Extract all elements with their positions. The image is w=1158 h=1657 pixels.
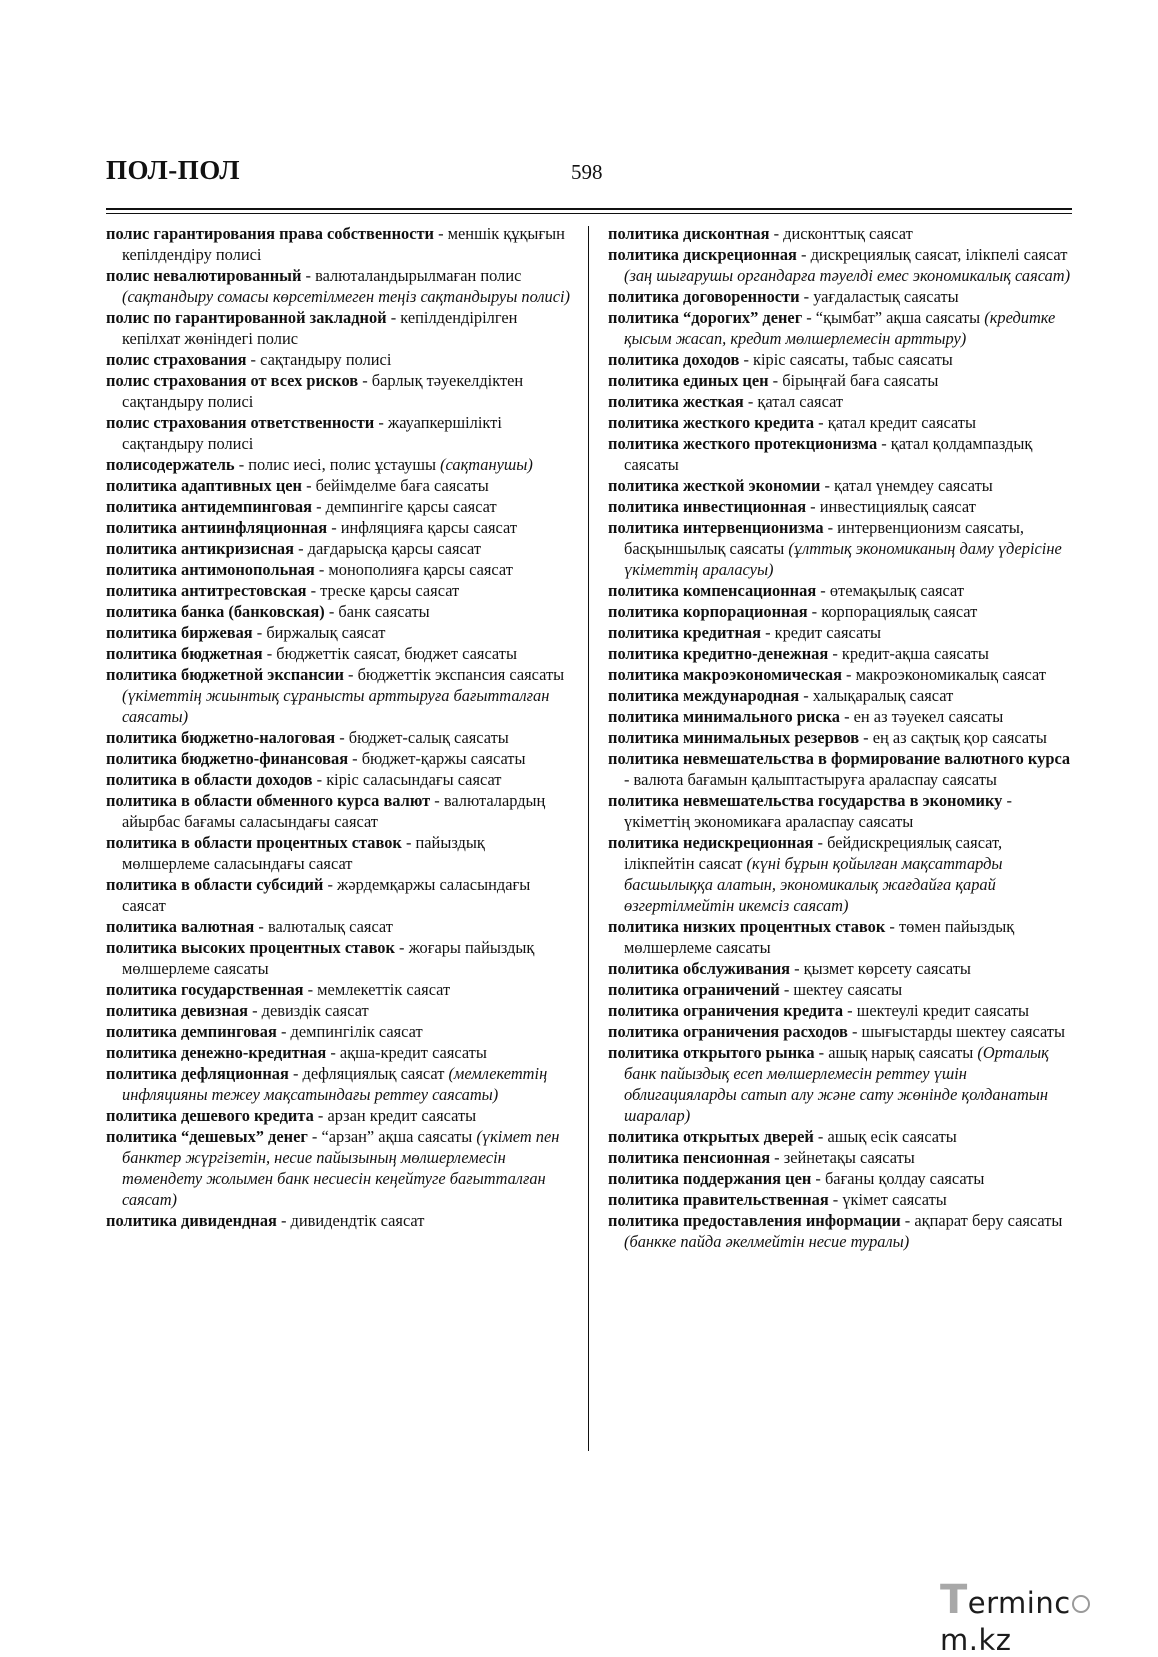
entry-note: (мемлекеттің инфляцияны тежеу мақсатындағы реттеу саясаты) <box>122 1064 548 1104</box>
entry-term: политика жесткого кредита <box>608 413 815 432</box>
dictionary-entry <box>608 601 1072 622</box>
entry-note: (ұлттық экономиканың даму үдерісіне үкіметтің араласуы) <box>624 539 1062 579</box>
entry-definition: - валюта бағамын қалыптастыруға араласпау саясаты <box>624 770 997 789</box>
dictionary-entry <box>106 748 576 769</box>
entry-definition: - бюджет-салық саясаты <box>335 728 509 747</box>
entry-definition: - пайыздық мөлшерлеме саласындағы саясат <box>122 833 485 873</box>
entry-definition: - бірыңғай баға саясаты <box>768 371 939 390</box>
dictionary-entry <box>608 223 1072 244</box>
entry-definition: - барлық тәуекелдіктен сақтандыру полисі <box>122 371 524 411</box>
entry-term: политика банка (банковская) <box>106 602 325 621</box>
entry-definition: - кепілдендірілген кепілхат жөніндегі полис <box>122 308 518 348</box>
dictionary-entry <box>608 748 1072 790</box>
entry-definition: - бюджеттік экспансия саясаты <box>343 665 565 684</box>
dictionary-entry <box>106 412 576 454</box>
entry-term: политика невмешательства государства в экономику <box>608 791 1003 810</box>
entry-term: полис страхования от всех рисков <box>106 371 359 390</box>
entry-term: полис страхования <box>106 350 247 369</box>
entry-term: политика ограничения расходов <box>608 1022 848 1041</box>
page-header-title: ПОЛ-ПОЛ <box>106 155 241 185</box>
entry-definition: - треске қарсы саясат <box>306 581 460 600</box>
entry-definition: - валюталандырылмаған полис <box>301 266 522 285</box>
entry-term: политика дивидендная <box>106 1211 277 1230</box>
dictionary-entry <box>608 370 1072 391</box>
dictionary-entry <box>106 1042 576 1063</box>
entry-definition: - демпингілік саясат <box>276 1022 423 1041</box>
dictionary-entry <box>106 223 576 265</box>
entry-definition: - ашық нарық саясаты <box>814 1043 978 1062</box>
entry-definition: - зейнетақы саясаты <box>770 1148 915 1167</box>
entry-term: политика минимального риска <box>608 707 840 726</box>
dictionary-entry <box>106 790 576 832</box>
entry-term: политика “дешевых” денег <box>106 1127 308 1146</box>
entry-definition: - инвестициялық саясат <box>806 497 976 516</box>
entry-definition: - бюджет-қаржы саясаты <box>348 749 526 768</box>
dictionary-entry <box>608 1000 1072 1021</box>
entry-definition: - бейдискрециялық саясат, ілікпейтін саясат <box>624 833 1003 873</box>
entry-definition: - интервенционизм саясаты, басқыншылық саясаты <box>624 518 1024 558</box>
entry-term: политика демпинговая <box>106 1022 277 1041</box>
entry-definition: - бейімделме баға саясаты <box>302 476 489 495</box>
dictionary-entry <box>106 643 576 664</box>
entry-term: политика валютная <box>106 917 255 936</box>
entry-term: политика высоких процентных ставок <box>106 938 395 957</box>
entry-definition: - кредит-ақша саясаты <box>828 644 989 663</box>
entry-note: (заң шығарушы органдарға тәуелді емес экономикалық саясат) <box>624 266 1071 285</box>
entry-note: (Орталық банк пайыздық есеп мөлшерлемесін реттеу үшін облигацияларды сатып алу және сату жөнінде қолданатын шаралар) <box>624 1043 1049 1125</box>
entry-definition: - қатал үнемдеу саясаты <box>820 476 993 495</box>
dictionary-entry <box>106 727 576 748</box>
dictionary-entry <box>106 538 576 559</box>
entry-definition: - мемлекеттік саясат <box>303 980 451 999</box>
entry-term: политика в области доходов <box>106 770 313 789</box>
entry-term: политика бюджетная <box>106 644 263 663</box>
entry-definition: - валюталардың айырбас бағамы саласындағы саясат <box>122 791 546 831</box>
dictionary-entry <box>106 622 576 643</box>
entry-note: (кредитке қысым жасап, кредит мөлшерлемесін арттыру) <box>624 308 1056 348</box>
entry-definition: - үкіметтің экономикаға араласпау саясаты <box>624 791 1012 831</box>
entry-term: политика государственная <box>106 980 304 999</box>
entry-term: политика биржевая <box>106 623 253 642</box>
dictionary-entry <box>106 496 576 517</box>
entry-definition: - девиздік саясат <box>248 1001 369 1020</box>
entry-term: политика дешевого кредита <box>106 1106 314 1125</box>
entry-definition: - ең аз сақтық қор саясаты <box>859 728 1047 747</box>
entry-definition: - демпингіге қарсы саясат <box>311 497 497 516</box>
entry-term: политика ограничения кредита <box>608 1001 844 1020</box>
entry-term: политика корпорационная <box>608 602 808 621</box>
dictionary-entry <box>608 1021 1072 1042</box>
watermark-circle-icon <box>1072 1595 1090 1613</box>
entry-definition: - ақша-кредит саясаты <box>326 1043 487 1062</box>
header-rule-thin <box>106 213 1072 214</box>
dictionary-entry <box>608 916 1072 958</box>
entry-definition: - ашық есік саясаты <box>813 1127 957 1146</box>
dictionary-entry <box>608 1147 1072 1168</box>
entry-definition: - полис иесі, полис ұстаушы <box>234 455 441 474</box>
dictionary-entry <box>106 454 576 475</box>
entry-note: (күні бұрын қойылған мақсаттарды басшылыққа алатын, экономикалық жағдайға қарай өзгертілмейтін икемсіз саясат) <box>624 854 1003 915</box>
entry-term: политика минимальных резервов <box>608 728 860 747</box>
entry-definition: - төмен пайыздық мөлшерлеме саясаты <box>624 917 1015 957</box>
dictionary-entry <box>608 1168 1072 1189</box>
dictionary-entry <box>106 265 576 307</box>
page-number: 598 <box>571 160 603 184</box>
entry-definition: - дағдарысқа қарсы саясат <box>294 539 482 558</box>
entry-term: политика доходов <box>608 350 740 369</box>
dictionary-entry <box>608 685 1072 706</box>
dictionary-entry <box>106 979 576 1000</box>
entry-definition: - инфляцияға қарсы саясат <box>327 518 518 537</box>
entry-definition: - банк саясаты <box>324 602 430 621</box>
dictionary-entry <box>106 874 576 916</box>
dictionary-entry <box>608 391 1072 412</box>
dictionary-entry <box>608 643 1072 664</box>
entry-definition: - дискрециялық саясат, ілікпелі саясат <box>796 245 1068 264</box>
entry-definition: - кіріс саласындағы саясат <box>312 770 502 789</box>
entry-term: политика невмешательства в формирование валютного курса <box>608 749 1071 768</box>
entry-definition: - биржалық саясат <box>252 623 386 642</box>
entry-term: политика антитрестовская <box>106 581 307 600</box>
entry-term: политика жесткого протекционизма <box>608 434 878 453</box>
dictionary-entry <box>608 517 1072 580</box>
entry-definition: - халықаралық саясат <box>799 686 954 705</box>
entry-term: политика компенсационная <box>608 581 817 600</box>
dictionary-entry <box>608 412 1072 433</box>
left-column <box>106 223 576 1231</box>
entry-note: (үкімет пен банктер жүргізетін, несие пайызының мөлшерлемесін төмендету жолымен банк несиесін кеңейтуге бағытталған саясат) <box>122 1127 560 1209</box>
entry-term: политика дефляционная <box>106 1064 289 1083</box>
entry-term: политика антимонопольная <box>106 560 315 579</box>
entry-term: политика поддержания цен <box>608 1169 812 1188</box>
entry-term: полис страхования ответственности <box>106 413 375 432</box>
entry-definition: - дефляциялық саясат <box>288 1064 449 1083</box>
dictionary-entry <box>608 979 1072 1000</box>
dictionary-entry <box>608 244 1072 286</box>
entry-term: политика недискреционная <box>608 833 814 852</box>
entry-term: политика денежно-кредитная <box>106 1043 327 1062</box>
entry-term: политика дисконтная <box>608 224 770 243</box>
entry-definition: - валюталық саясат <box>254 917 393 936</box>
dictionary-entry <box>608 307 1072 349</box>
dictionary-entry <box>106 559 576 580</box>
entry-definition: - “қымбат” ақша саясаты <box>802 308 985 327</box>
entry-term: политика ограничений <box>608 980 780 999</box>
entry-definition: - кіріс саясаты, табыс саясаты <box>739 350 953 369</box>
dictionary-entry <box>106 1105 576 1126</box>
entry-definition: - монополияға қарсы саясат <box>314 560 513 579</box>
dictionary-entry <box>106 664 576 727</box>
entry-definition: - уағдаластық саясаты <box>799 287 959 306</box>
entry-term: политика международная <box>608 686 800 705</box>
entry-term: политика кредитно-денежная <box>608 644 829 663</box>
dictionary-entry <box>608 790 1072 832</box>
entry-definition: - дисконттық саясат <box>769 224 913 243</box>
entry-definition: - корпорациялық саясат <box>807 602 978 621</box>
dictionary-entry <box>608 1042 1072 1126</box>
dictionary-entry <box>608 706 1072 727</box>
entry-definition: - бюджеттік саясат, бюджет саясаты <box>262 644 517 663</box>
entry-note: (банкке пайда әкелмейтін несие туралы) <box>624 1232 910 1251</box>
dictionary-entry <box>106 1063 576 1105</box>
entry-term: политика кредитная <box>608 623 761 642</box>
entry-term: политика дискреционная <box>608 245 797 264</box>
watermark-text-a: erminc <box>967 1586 1071 1620</box>
watermark-logo <box>940 1577 1158 1657</box>
dictionary-entry <box>608 958 1072 979</box>
entry-definition: - бағаны қолдау саясаты <box>811 1169 985 1188</box>
dictionary-entry <box>106 517 576 538</box>
dictionary-entry <box>608 1189 1072 1210</box>
right-column <box>608 223 1072 1252</box>
entry-definition: - шектеулі кредит саясаты <box>843 1001 1030 1020</box>
entry-term: политика антиинфляционная <box>106 518 328 537</box>
entry-term: политика антидемпинговая <box>106 497 312 516</box>
entry-definition: - “арзан” ақша саясаты <box>307 1127 477 1146</box>
entry-term: политика обслуживания <box>608 959 791 978</box>
entry-definition: - жоғары пайыздық мөлшерлеме саясаты <box>122 938 535 978</box>
entry-term: политика в области субсидий <box>106 875 324 894</box>
entry-definition: - қатал кредит саясаты <box>814 413 976 432</box>
entry-term: политика жесткой экономии <box>608 476 821 495</box>
entry-term: политика в области процентных ставок <box>106 833 402 852</box>
entry-term: политика инвестиционная <box>608 497 807 516</box>
entry-term: полисодержатель <box>106 455 235 474</box>
entry-term: полис по гарантированной закладной <box>106 308 387 327</box>
dictionary-entry <box>106 1126 576 1210</box>
dictionary-entry <box>106 307 576 349</box>
entry-term: политика адаптивных цен <box>106 476 302 495</box>
column-divider <box>588 226 589 1451</box>
entry-term: политика пенсионная <box>608 1148 771 1167</box>
entry-term: политика бюджетно-финансовая <box>106 749 349 768</box>
dictionary-entry <box>608 832 1072 916</box>
entry-term: полис невалютированный <box>106 266 302 285</box>
entry-definition: - шектеу саясаты <box>779 980 903 999</box>
dictionary-entry <box>608 1210 1072 1252</box>
dictionary-entry <box>106 769 576 790</box>
dictionary-entry <box>608 622 1072 643</box>
watermark-text-b: m.kz <box>940 1623 1012 1657</box>
entry-definition: - үкімет саясаты <box>828 1190 947 1209</box>
entry-term: политика низких процентных ставок <box>608 917 886 936</box>
dictionary-entry <box>106 1000 576 1021</box>
entry-definition: - қызмет көрсету саясаты <box>790 959 971 978</box>
dictionary-entry <box>106 601 576 622</box>
dictionary-entry <box>106 475 576 496</box>
entry-term: политика открытого рынка <box>608 1043 815 1062</box>
entry-term: политика девизная <box>106 1001 249 1020</box>
entry-term: политика правительственная <box>608 1190 829 1209</box>
dictionary-entry <box>106 580 576 601</box>
watermark-t: T <box>940 1577 968 1623</box>
dictionary-entry <box>608 496 1072 517</box>
entry-definition: - қатал саясат <box>743 392 844 411</box>
dictionary-entry <box>106 349 576 370</box>
entry-term: политика в области обменного курса валют <box>106 791 431 810</box>
dictionary-entry <box>608 349 1072 370</box>
entry-term: политика интервенционизма <box>608 518 824 537</box>
entry-note: (сақтандыру сомасы көрсетілмеген теңіз сақтандыруы полисі) <box>122 287 571 306</box>
dictionary-entry <box>608 1126 1072 1147</box>
dictionary-entry <box>608 433 1072 475</box>
entry-term: политика договоренности <box>608 287 800 306</box>
entry-note: (үкіметтің жиынтық сұранысты арттыруға бағытталған саясаты) <box>122 686 550 726</box>
dictionary-entry <box>106 832 576 874</box>
entry-term: политика “дорогих” денег <box>608 308 803 327</box>
entry-definition: - арзан кредит саясаты <box>313 1106 477 1125</box>
entry-definition: - шығыстарды шектеу саясаты <box>847 1022 1065 1041</box>
dictionary-entry <box>106 916 576 937</box>
header-rule-thick <box>106 208 1072 210</box>
dictionary-entry <box>106 1021 576 1042</box>
entry-term: политика антикризисная <box>106 539 294 558</box>
dictionary-entry <box>608 475 1072 496</box>
entry-definition: - дивидендтік саясат <box>276 1211 425 1230</box>
entry-definition: - өтемақылық саясат <box>816 581 965 600</box>
entry-term: полис гарантирования права собственности <box>106 224 434 243</box>
entry-definition: - макроэкономикалық саясат <box>841 665 1047 684</box>
entry-definition: - меншік құқығын кепілдендіру полисі <box>122 224 565 264</box>
entry-note: (сақтанушы) <box>440 455 533 474</box>
entry-term: политика открытых дверей <box>608 1127 814 1146</box>
dictionary-entry <box>608 664 1072 685</box>
entry-definition: - қатал қолдампаздық саясаты <box>624 434 1033 474</box>
dictionary-entry <box>106 1210 576 1231</box>
entry-definition: - кредит саясаты <box>760 623 882 642</box>
dictionary-entry <box>608 580 1072 601</box>
entry-term: политика бюджетно-налоговая <box>106 728 336 747</box>
entry-definition: - ақпарат беру саясаты <box>900 1211 1063 1230</box>
dictionary-entry <box>106 370 576 412</box>
entry-definition: - жауапкершіліктi сақтандыру полисі <box>122 413 502 453</box>
entry-definition: - жәрдемқаржы саласындағы саясат <box>122 875 531 915</box>
entry-definition: - сақтандыру полисі <box>246 350 392 369</box>
entry-term: политика макроэкономическая <box>608 665 842 684</box>
entry-term: политика предоставления информации <box>608 1211 901 1230</box>
entry-term: политика единых цен <box>608 371 769 390</box>
entry-term: политика жесткая <box>608 392 744 411</box>
entry-term: политика бюджетной экспансии <box>106 665 344 684</box>
dictionary-entry <box>608 286 1072 307</box>
entry-definition: - ен аз тәуекел саясаты <box>840 707 1004 726</box>
dictionary-entry <box>608 727 1072 748</box>
dictionary-entry <box>106 937 576 979</box>
